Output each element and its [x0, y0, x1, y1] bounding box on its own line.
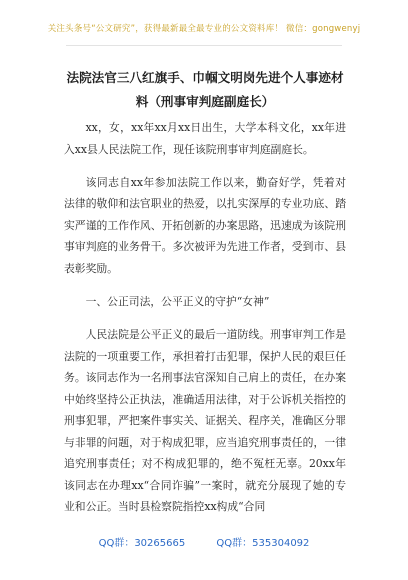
section-heading-1: 一、公正司法，公平正义的守护“女神” [85, 295, 270, 309]
page-header-notice: 关注头条号“公文研究”，获得最新最全最专业的公文资料库！ 微信：gongwenyj [47, 24, 361, 34]
document-title: 法院法官三八红旗手、巾帼文明岗先进个人事迹材料（刑事审判庭副庭长） [66, 70, 344, 109]
paragraph-intro: xx，女，xx年xx月xx日出生，大学本科文化，xx年进入xx县人民法院工作，现任该院刑事审判庭副庭长。 [64, 121, 346, 156]
footer-qq-group-1: QQ群：30265665 [98, 538, 186, 549]
page-footer [0, 534, 408, 549]
footer-qq-group-2: QQ群：535304092 [216, 538, 310, 549]
document-body [64, 117, 346, 518]
paragraph-section-1: 人民法院是公平正义的最后一道防线。刑事审判工作是法院的一项重要工作，承担着打击犯罪，保护人民的艰巨任务。该同志作为一名刑事法官深知自己肩上的责任，在办案中始终坚持公正执法，准确适用法律，对于公诉机关指控的刑事犯罪，严把案件事实关、证据关、程序关，准确区分罪与非罪的问题，对于构成犯罪，应当追究刑事责任的，一律追究刑事责任；对不构成犯罪的，绝不冤枉无辜。20xx年该同志在办理xx“合同诈骗”一案时，就充分展现了她的专业和公正。当时县检察院指控xx构成“合同 [64, 328, 346, 514]
paragraph-summary: 该同志自xx年参加法院工作以来，勤奋好学，凭着对法律的敬仰和法官职业的热爱，以扎实深厚的专业功底、踏实严谨的工作作风、开拓创新的办案思路，迅速成为该院刑事审判庭的业务骨干。多次被评为先进工作者，受到市、县表彰奖励。 [64, 175, 346, 275]
header-divider [66, 45, 342, 46]
